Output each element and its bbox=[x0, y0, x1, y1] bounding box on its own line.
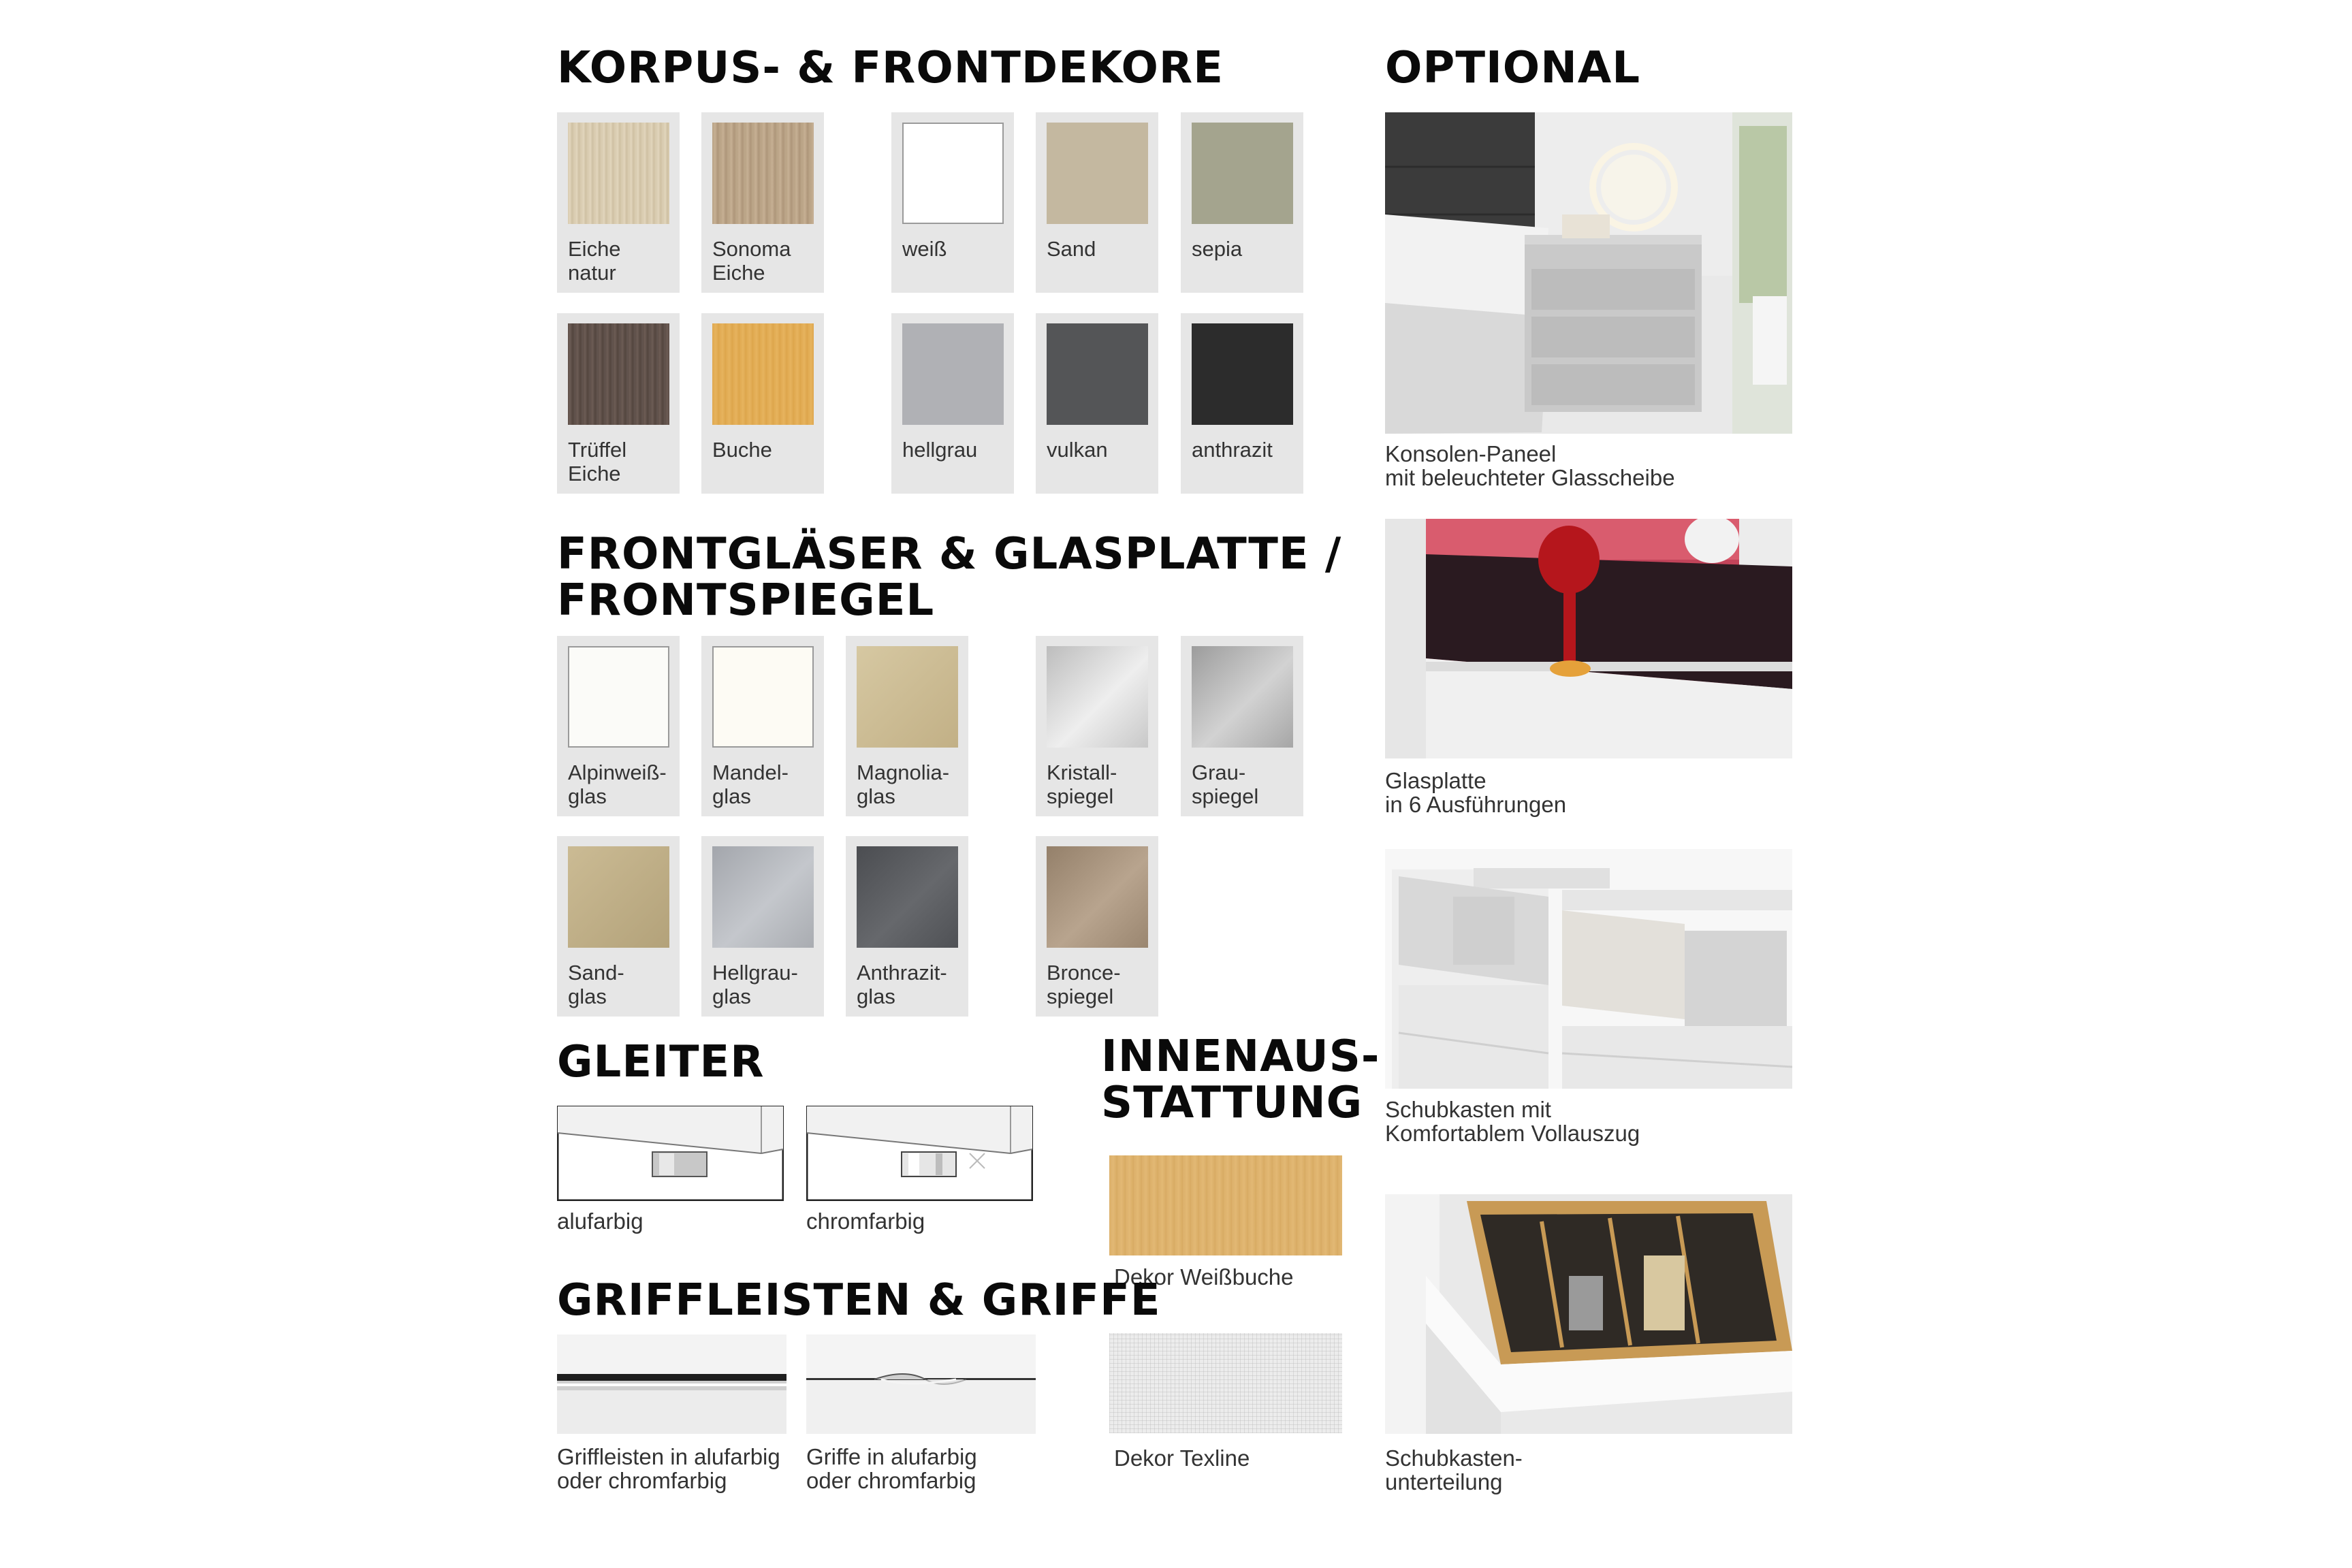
optional-label-konsolen: Konsolen-Paneel bbox=[1385, 441, 1557, 466]
gleiter-image-chromfarbig[interactable] bbox=[806, 1106, 1033, 1201]
swatch-label: Hellgrau- bbox=[712, 961, 798, 985]
swatch-hellgrau bbox=[902, 323, 1004, 425]
swatch-label: glas bbox=[857, 784, 895, 808]
swatch-tile-trueffel-eiche[interactable] bbox=[557, 313, 680, 494]
swatch-label: glas bbox=[568, 784, 607, 808]
swatch-label: weiß bbox=[902, 237, 947, 261]
swatch-tile-anthrazit[interactable] bbox=[1181, 313, 1303, 494]
innen-heading bbox=[1101, 1031, 1380, 1128]
swatch-grauspiegel bbox=[1192, 646, 1293, 748]
innen-heading-line2: STATTUNG bbox=[1101, 1078, 1363, 1128]
swatch-label: Alpinweiß- bbox=[568, 761, 667, 784]
swatch-tile-grauspiegel[interactable] bbox=[1181, 636, 1303, 816]
swatch-label: glas bbox=[857, 985, 895, 1008]
swatch-tile-anthrazitglas[interactable] bbox=[846, 836, 968, 1017]
swatch-label: natur bbox=[568, 261, 616, 285]
swatch-label: Eiche bbox=[712, 261, 765, 285]
swatch-label: Magnolia- bbox=[857, 761, 950, 784]
swatch-label: Sand- bbox=[568, 961, 624, 985]
griff-drawing bbox=[806, 1334, 1036, 1434]
innen-swatch-weissbuche[interactable] bbox=[1109, 1155, 1342, 1255]
optional-label-glasplatte: Glasplatte bbox=[1385, 768, 1487, 793]
swatch-label: sepia bbox=[1192, 237, 1243, 261]
swatch-tile-magnoliaglas[interactable] bbox=[846, 636, 968, 816]
swatch-label: glas bbox=[712, 784, 751, 808]
swatch-hellgrauglas bbox=[712, 846, 814, 948]
swatch-broncespiegel bbox=[1047, 846, 1148, 948]
swatch-label: Eiche bbox=[568, 462, 621, 485]
swatch-tile-eiche-natur[interactable] bbox=[557, 112, 680, 293]
swatch-label: anthrazit bbox=[1192, 438, 1273, 462]
swatch-tile-hellgrauglas[interactable] bbox=[701, 836, 824, 1017]
glas-heading-line2: FRONTSPIEGEL bbox=[557, 575, 935, 626]
swatch-label: Sand bbox=[1047, 237, 1096, 261]
innen-heading-line1: INNENAUS- bbox=[1101, 1031, 1380, 1082]
swatch-anthrazitglas bbox=[857, 846, 958, 948]
swatch-tile-hellgrau[interactable] bbox=[891, 313, 1014, 494]
swatch-mandelglas bbox=[712, 646, 814, 748]
innen-label-weissbuche: Dekor Weißbuche bbox=[1114, 1264, 1294, 1290]
swatch-eiche-natur bbox=[568, 123, 669, 224]
griff-label-griffleisten-2: oder chromfarbig bbox=[557, 1468, 727, 1493]
griff-label-griffe: Griffe in alufarbig bbox=[806, 1444, 977, 1469]
gleiter-label-alufarbig: alufarbig bbox=[557, 1209, 643, 1234]
swatch-tile-sonoma-eiche[interactable] bbox=[701, 112, 824, 293]
swatch-vulkan bbox=[1047, 323, 1148, 425]
griff-label-griffe-2: oder chromfarbig bbox=[806, 1468, 976, 1493]
swatch-tile-weiss[interactable] bbox=[891, 112, 1014, 293]
photo-konsolen-paneel[interactable] bbox=[1385, 112, 1792, 434]
glasplatte-illustration bbox=[1385, 519, 1792, 758]
innen-swatch-texline[interactable] bbox=[1109, 1333, 1342, 1433]
griff-heading: GRIFFLEISTEN & GRIFFE bbox=[557, 1275, 1161, 1326]
swatch-tile-sand[interactable] bbox=[1036, 112, 1158, 293]
swatch-tile-sepia[interactable] bbox=[1181, 112, 1303, 293]
swatch-label: glas bbox=[712, 985, 751, 1008]
griffleiste-drawing bbox=[557, 1334, 786, 1434]
swatch-tile-vulkan[interactable] bbox=[1036, 313, 1158, 494]
glas-heading bbox=[557, 531, 1341, 624]
swatch-label: Buche bbox=[712, 438, 772, 462]
griff-label-griffleisten: Griffleisten in alufarbig bbox=[557, 1444, 780, 1469]
swatch-kristallspiegel bbox=[1047, 646, 1148, 748]
swatch-anthrazit bbox=[1192, 323, 1293, 425]
swatch-trueffel-eiche bbox=[568, 323, 669, 425]
optional-heading: OPTIONAL bbox=[1385, 43, 1641, 93]
swatch-label: glas bbox=[568, 985, 607, 1008]
swatch-magnoliaglas bbox=[857, 646, 958, 748]
unterteilung-illustration bbox=[1385, 1194, 1792, 1434]
swatch-tile-mandelglas[interactable] bbox=[701, 636, 824, 816]
swatch-label: vulkan bbox=[1047, 438, 1108, 462]
swatch-label: hellgrau bbox=[902, 438, 978, 462]
korpus-heading: KORPUS- & FRONTDEKORE bbox=[557, 43, 1224, 93]
optional-label-vollauszug-2: Komfortablem Vollauszug bbox=[1385, 1121, 1640, 1146]
griff-image-griffleisten[interactable] bbox=[557, 1334, 786, 1434]
photo-glasplatte[interactable] bbox=[1385, 519, 1792, 758]
nightstand-illustration bbox=[1385, 112, 1792, 434]
swatch-tile-buche[interactable] bbox=[701, 313, 824, 494]
swatch-label: Grau- bbox=[1192, 761, 1246, 784]
griff-image-griffe[interactable] bbox=[806, 1334, 1036, 1434]
swatch-tile-sandglas[interactable] bbox=[557, 836, 680, 1017]
gleiter-label-chromfarbig: chromfarbig bbox=[806, 1209, 925, 1234]
swatch-label: Sonoma bbox=[712, 237, 791, 261]
gleiter-alu-drawing bbox=[557, 1106, 784, 1201]
swatch-tile-broncespiegel[interactable] bbox=[1036, 836, 1158, 1017]
swatch-tile-alpinweissglas[interactable] bbox=[557, 636, 680, 816]
swatch-label: Eiche bbox=[568, 237, 621, 261]
swatch-buche bbox=[712, 323, 814, 425]
optional-label-vollauszug: Schubkasten mit bbox=[1385, 1097, 1551, 1122]
swatch-tile-kristallspiegel[interactable] bbox=[1036, 636, 1158, 816]
gleiter-image-alufarbig[interactable] bbox=[557, 1106, 784, 1201]
swatch-label: spiegel bbox=[1047, 784, 1114, 808]
glas-heading-line1: FRONTGLÄSER & GLASPLATTE / bbox=[557, 529, 1342, 579]
innen-label-texline: Dekor Texline bbox=[1114, 1445, 1250, 1471]
swatch-label: spiegel bbox=[1047, 985, 1114, 1008]
swatch-weiss bbox=[902, 123, 1004, 224]
swatch-label: Anthrazit- bbox=[857, 961, 947, 985]
optional-label-konsolen-2: mit beleuchteter Glasscheibe bbox=[1385, 465, 1675, 490]
swatch-sonoma-eiche bbox=[712, 123, 814, 224]
swatch-alpinweissglas bbox=[568, 646, 669, 748]
swatch-label: spiegel bbox=[1192, 784, 1259, 808]
vollauszug-illustration bbox=[1385, 849, 1792, 1089]
optional-label-glasplatte-2: in 6 Ausführungen bbox=[1385, 792, 1567, 817]
photo-schubkasten-unterteilung[interactable] bbox=[1385, 1194, 1792, 1434]
swatch-sepia bbox=[1192, 123, 1293, 224]
photo-schubkasten-vollauszug[interactable] bbox=[1385, 849, 1792, 1089]
swatch-label: Kristall- bbox=[1047, 761, 1117, 784]
swatch-sand bbox=[1047, 123, 1148, 224]
gleiter-chrom-drawing bbox=[806, 1106, 1033, 1201]
optional-label-unterteilung: Schubkasten- bbox=[1385, 1445, 1523, 1471]
swatch-label: Mandel- bbox=[712, 761, 789, 784]
swatch-label: Trüffel bbox=[568, 438, 627, 462]
gleiter-heading: GLEITER bbox=[557, 1037, 765, 1087]
optional-label-unterteilung-2: unterteilung bbox=[1385, 1469, 1503, 1494]
swatch-label: Bronce- bbox=[1047, 961, 1121, 985]
swatch-sandglas bbox=[568, 846, 669, 948]
